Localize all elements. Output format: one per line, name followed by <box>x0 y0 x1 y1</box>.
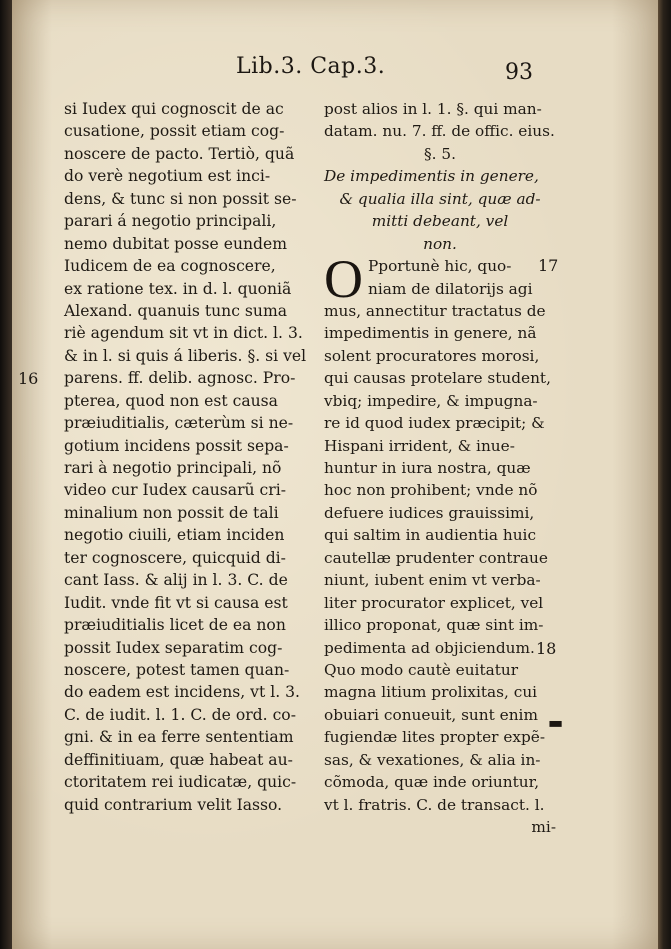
drop-cap: O <box>324 249 363 310</box>
text-line: cautellæ prudenter contraue <box>324 548 548 567</box>
text-line: gni. & in ea ferre sententiam <box>64 728 294 747</box>
text-line: qui saltim in audientia huic <box>324 526 537 545</box>
text-line: defuere iudices grauissimi, <box>324 503 535 522</box>
text-line: niam de dilatorijs agi <box>368 279 533 298</box>
section-heading-line: mitti debeant, vel <box>371 212 509 231</box>
book-page <box>12 0 658 949</box>
text-line: post alios in l. 1. §. qui man- <box>324 100 542 118</box>
text-line: do verè negotium est inci- <box>64 167 271 186</box>
text-line: huntur in iura nostra, quæ <box>324 459 531 477</box>
text-line: magna litium prolixitas, cui <box>324 683 538 702</box>
text-line: Hispani irrident, & inue- <box>324 436 515 455</box>
running-head: Lib.3. Cap.3. <box>236 54 386 79</box>
text-line: dens, & tunc si non possit se- <box>64 189 297 208</box>
text-line: fugiendæ lites propter expẽ- <box>324 728 546 747</box>
text-line: vt l. fratris. C. de transact. l. <box>324 795 545 814</box>
text-line: Quo modo cautè euitatur <box>324 660 519 679</box>
text-line: rari à negotio principali, nõ <box>64 459 282 477</box>
text-line: re id quod iudex præcipit; & <box>324 414 545 433</box>
margin-number: 18 <box>536 639 557 658</box>
right-body <box>324 300 556 839</box>
margin-mark: ▬ <box>548 713 564 732</box>
text-line: parens. ff. delib. agnosc. Pro- <box>64 369 296 388</box>
text-line: vbiq; impedire, & impugna- <box>324 391 538 410</box>
page-edge <box>658 0 671 949</box>
text-line: pedimenta ad objiciendum. <box>324 638 535 657</box>
page-number: 93 <box>505 60 533 85</box>
text-line: liter procurator explicet, vel <box>324 593 544 612</box>
text-line: Pportunè hic, quo- <box>368 257 512 276</box>
text-line: mi- <box>531 818 556 836</box>
text-line: datam. nu. 7. ff. de offic. eius. <box>324 122 555 141</box>
text-line: ctoritatem rei iudicatæ, quic- <box>64 773 297 792</box>
text-line: gotium incidens possit sepa- <box>64 436 289 455</box>
margin-number: 17 <box>538 256 559 275</box>
text-line: qui causas protelare student, <box>324 369 551 388</box>
text-line: possit Iudex separatim cog- <box>64 638 283 657</box>
text-line: minalium non possit de tali <box>64 503 279 522</box>
text-line: noscere, potest tamen quan- <box>64 660 290 679</box>
text-line: impedimentis in genere, nã <box>324 324 537 343</box>
text-line: cusatione, possit etiam cog- <box>64 122 285 141</box>
text-line: cant Iass. & alij in l. 3. C. de <box>64 571 288 590</box>
text-line: ex ratione tex. in d. l. quoniã <box>64 279 292 298</box>
text-line: riè agendum sit vt in dict. l. 3. <box>64 324 303 343</box>
left-column <box>64 98 314 816</box>
text-line: nemo dubitat posse eundem <box>64 234 288 253</box>
text-line: præiuditialis, cæterùm si ne- <box>64 414 294 433</box>
text-line: ter cognoscere, quicquid di- <box>64 548 286 567</box>
section-heading-line: non. <box>423 234 457 253</box>
right-column <box>324 98 559 838</box>
text-line: illico proponat, quæ sint im- <box>324 616 544 635</box>
text-line: deffinitiuam, quæ habeat au- <box>64 750 293 769</box>
text-line: Iudit. vnde fit vt si causa est <box>64 593 288 612</box>
margin-number: 16 <box>18 369 39 388</box>
text-line: parari á negotio principali, <box>64 212 277 231</box>
text-line: negotio ciuili, etiam inciden <box>64 526 285 545</box>
text-line: si Iudex qui cognoscit de ac <box>64 100 284 118</box>
text-line: C. de iudit. l. 1. C. de ord. co- <box>64 705 296 724</box>
text-line: niunt, iubent enim vt verba- <box>324 571 541 590</box>
text-line: præiuditialis licet de ea non <box>64 616 286 635</box>
text-line: obuiari conueuit, sunt enim <box>324 705 538 724</box>
text-line: do eadem est incidens, vt l. 3. <box>64 683 300 702</box>
text-line: solent procuratores morosi, <box>324 346 540 365</box>
text-line: quid contrarium velit Iasso. <box>64 795 283 814</box>
text-line: noscere de pacto. Tertiò, quã <box>64 144 295 163</box>
text-line: cõmoda, quæ inde oriuntur, <box>324 773 540 792</box>
text-line: Alexand. quanuis tunc suma <box>64 301 288 320</box>
text-line: pterea, quod non est causa <box>64 391 278 410</box>
section-heading-line: De impedimentis in genere, <box>324 167 539 186</box>
section-heading-line: & qualia illa sint, quæ ad- <box>339 189 541 208</box>
text-line: & in l. si quis á liberis. §. si vel <box>64 346 307 365</box>
text-line: mus, annectitur tractatus de <box>324 301 546 320</box>
text-line: hoc non prohibent; vnde nõ <box>324 481 538 500</box>
dropcap-block <box>324 249 559 310</box>
text-line: sas, & vexationes, & alia in- <box>324 750 541 769</box>
book-spine <box>0 0 12 949</box>
text-line: video cur Iudex causarũ cri- <box>64 481 286 500</box>
text-line: Iudicem de ea cognoscere, <box>64 257 276 276</box>
section-mark: §. 5. <box>424 144 456 163</box>
